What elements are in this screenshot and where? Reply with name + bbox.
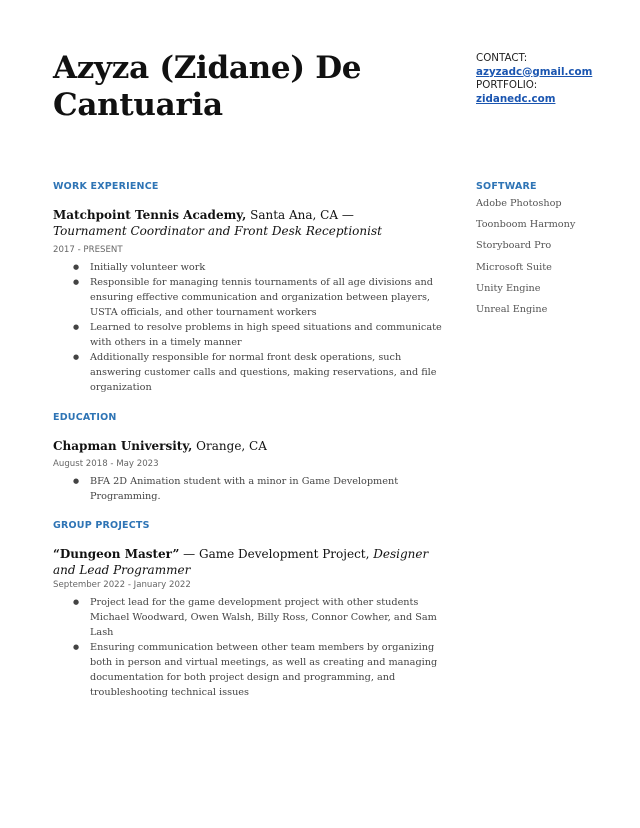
- software-item: Toonboom Harmony: [476, 219, 576, 231]
- contact-block: [476, 52, 626, 106]
- project-bullet-list: [53, 595, 453, 700]
- software-list: [476, 197, 626, 324]
- education-heading: EDUCATION: [53, 412, 117, 423]
- software-item: Unreal Engine: [476, 303, 548, 315]
- work-job-title: [53, 207, 403, 239]
- project-location: — Game Development Project,: [179, 547, 374, 561]
- software-item: Storyboard Pro: [476, 240, 552, 252]
- page-title: Azyza (Zidane) De Cantuaria: [53, 50, 362, 123]
- software-item: Adobe Photoshop: [476, 198, 562, 209]
- software-item: Unity Engine: [476, 282, 541, 294]
- list-item: ● Additionally responsible for normal front desk operations, such answering customer calls and questions, making reservations, and file organization: [53, 350, 448, 395]
- contact-label: CONTACT:: [476, 52, 528, 64]
- education-org: Chapman University,: [53, 439, 193, 453]
- work-role: Tournament Coordinator and Front Desk Receptionist: [53, 224, 382, 238]
- project-org: “Dungeon Master”: [53, 547, 180, 561]
- education-dates: August 2018 - May 2023: [53, 459, 159, 469]
- list-item: ● BFA 2D Animation student with a minor in Game Development Programming.: [53, 474, 463, 504]
- list-item: ● Ensuring communication between other team members by organizing both in person and virtual meetings, as well as creating and managing documentation for both project design and programming, and troubleshooting technical issues: [53, 640, 453, 700]
- work-dates: 2017 - PRESENT: [53, 245, 123, 255]
- work-org: Matchpoint Tennis Academy,: [53, 208, 247, 222]
- work-location: Santa Ana, CA —: [246, 208, 354, 222]
- project-dates: September 2022 - January 2022: [53, 580, 191, 590]
- project-role: Designer and Lead Programmer: [53, 547, 429, 577]
- work-bullet-list: [53, 260, 448, 395]
- education-location: Orange, CA: [192, 439, 267, 453]
- list-item: ● Project lead for the game development project with other students Michael Woodward, Owen Walsh, Billy Ross, Connor Cowher, and Sam Lash: [53, 595, 453, 640]
- list-item: ● Responsible for managing tennis tournaments of all age divisions and ensuring effective communication and organization between players, USTA officials, and other tournament workers: [53, 275, 448, 320]
- list-item: ● Initially volunteer work: [53, 260, 448, 275]
- software-item: Microsoft Suite: [476, 261, 552, 273]
- list-item: ● Learned to resolve problems in high speed situations and communicate with others in a timely manner: [53, 320, 448, 350]
- work-experience-heading: WORK EXPERIENCE: [53, 181, 159, 192]
- email-link[interactable]: azyzadc@gmail.com: [476, 65, 593, 78]
- group-projects-heading: GROUP PROJECTS: [53, 520, 150, 531]
- education-title: [53, 438, 453, 454]
- project-title: [53, 546, 453, 578]
- portfolio-label: PORTFOLIO:: [476, 79, 538, 91]
- portfolio-link[interactable]: zidanedc.com: [476, 92, 556, 105]
- education-bullet-list: [53, 474, 463, 504]
- software-heading: SOFTWARE: [476, 181, 537, 192]
